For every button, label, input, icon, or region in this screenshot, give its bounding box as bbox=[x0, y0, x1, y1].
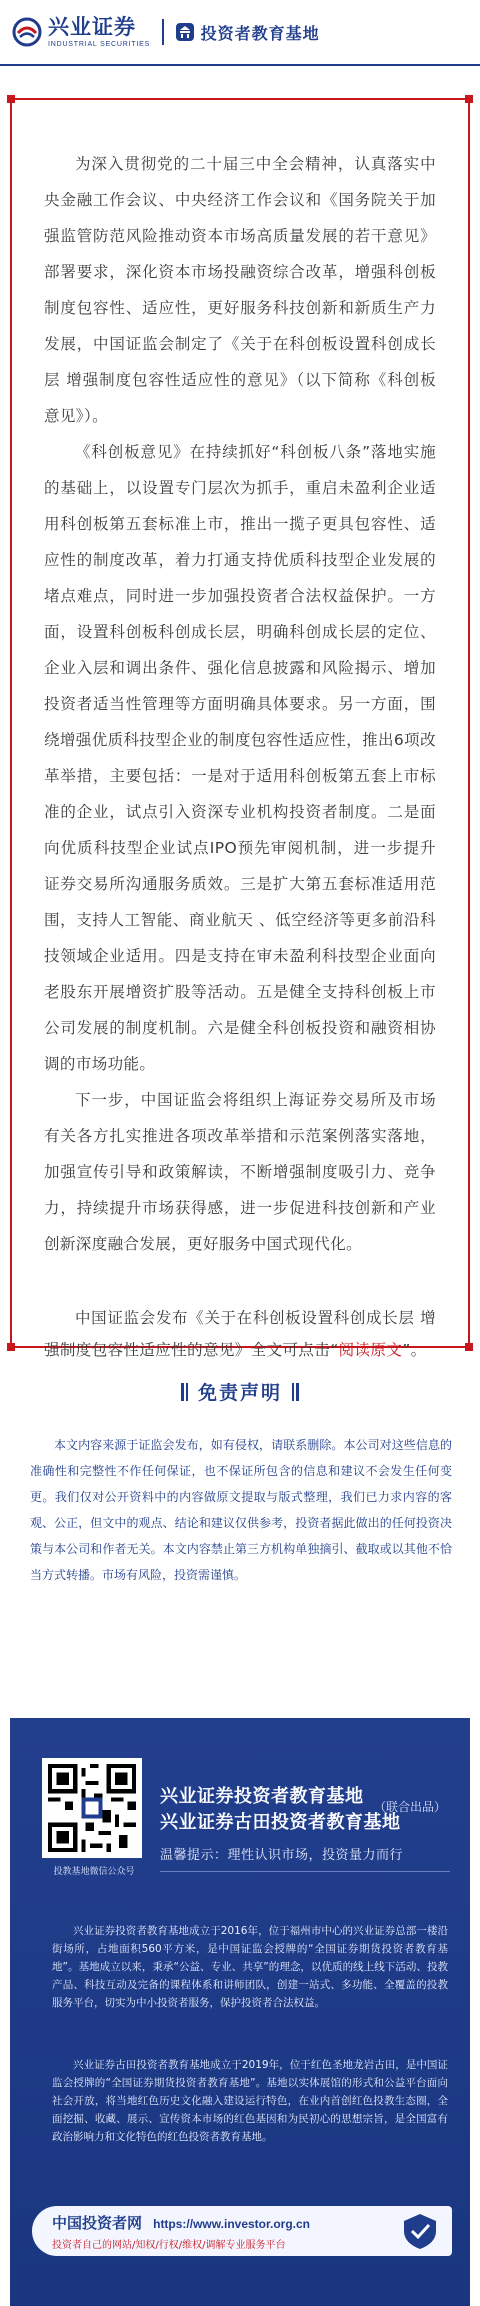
portal-tagline: 投资者自己的网站/知权/行权/维权/调解专业服务平台 bbox=[52, 2239, 286, 2251]
investor-education-icon bbox=[174, 21, 196, 43]
frame-corner-ornament bbox=[465, 95, 473, 103]
frame-corner-ornament bbox=[7, 95, 15, 103]
note-text: 中国证监会发布《关于在科创板设置科创成长层 增强制度包容性适应性的意见》全文可点击“ bbox=[44, 1309, 436, 1359]
page-header bbox=[0, 0, 480, 66]
edu-base-label: 投资者教育基地 bbox=[200, 23, 320, 43]
brand bbox=[12, 14, 151, 48]
investor-portal-icon bbox=[400, 2211, 440, 2251]
investor-portal-banner[interactable] bbox=[32, 2206, 452, 2256]
note-text-end: ”。 bbox=[402, 1341, 427, 1359]
frame-corner-ornament bbox=[7, 1343, 15, 1351]
edu-base-brand bbox=[174, 21, 320, 44]
article-paragraph: 《科创板意见》在持续抓好“科创板八条”落地实施的基础上，以设置专门层次为抓手，重启未盈利企业适用科创板第五套标准上市，推出一揽子更具包容性、适应性的制度改革，着力打通支持优质科技型企业发展的堵点难点，同时进一步加强投资者合法权益保护。一方面，设置科创板科创成长层，明确科创成长层的定位、企业入层和调出条件、强化信息披露和风险揭示、增加投资者适当性管理等方面明确具体要求。另一方面，围绕增强优质科技型企业的制度包容性适应性，推出6项改革举措，主要包括：一是对于适用科创板第五套上市标准的企业，试点引入资深专业机构投资者制度。二是面向优质科技型企业试点IPO预先审阅机制，进一步提升证券交易所沟通服务质效。三是扩大第五套标准适用范围，支持人工智能、商业航天 、低空经济等更多前沿科技领域企业适用。四是支持在审未盈利科技型企业面向老股东开展增资扩股等活动。五是健全支持科创板上市公司发展的制度机制。六是健全科创板投资和融资相协调的市场功能。 bbox=[44, 443, 436, 1073]
footer-tip: 温馨提示：理性认识市场，投资量力而行 bbox=[160, 1848, 404, 1863]
heading-bar bbox=[296, 1383, 299, 1401]
qr-block bbox=[42, 1758, 146, 1877]
footer-brand-line: 兴业证券投资者教育基地 bbox=[160, 1786, 364, 1807]
brand-name: 兴业证券 bbox=[48, 14, 136, 39]
brand-text bbox=[48, 14, 151, 48]
footer-paragraph: 兴业证券投资者教育基地成立于2016年，位于福州市中心的兴业证券总部一楼沿街场所，占地面积560平方米，是中国证监会授牌的“全国证券期货投资者教育基地”。基地成立以来，秉承“公益、专业、共享”的理念，以优质的线上线下活动、投教产品、科技互动及完备的课程体系和讲师团队，创建一站式、多功能、全覆盖的投教服务平台，切实为中小投资者服务，保护投资者合法权益。 bbox=[52, 1925, 448, 2009]
qr-caption: 投教基地微信公众号 bbox=[53, 1867, 135, 1877]
read-original-link[interactable]: 阅读原文 bbox=[338, 1341, 403, 1359]
footer-divider bbox=[160, 1871, 450, 1872]
article-paragraph: 下一步，中国证监会将组织上海证券交易所及市场有关各方扎实推进各项改革举措和示范案例落实落地，加强宣传引导和政策解读，不断增强制度吸引力、竞争力，持续提升市场获得感，进一步促进科技创新和产业创新深度融合发展，更好服务中国式现代化。 bbox=[44, 1091, 436, 1253]
portal-url[interactable]: https://www.investor.org.cn bbox=[153, 2216, 311, 2231]
header-divider bbox=[162, 19, 164, 45]
heading-bar bbox=[292, 1383, 295, 1401]
heading-bar bbox=[181, 1383, 184, 1401]
frame-corner-ornament bbox=[465, 1343, 473, 1351]
qr-code-icon bbox=[48, 1764, 136, 1852]
joint-production-label: （联合出品） bbox=[373, 1800, 446, 1814]
portal-text bbox=[52, 2212, 400, 2251]
footer-paragraph: 兴业证券古田投资者教育基地成立于2019年，位于红色圣地龙岩古田，是中国证监会授牌的“全国证券期货投资者教育基地”。基地以实体展馆的形式和公益平台面向社会开放，将当地红色历史文化融入建设运行特色，在业内首创红色投教生态圈，全面挖掘、收藏、展示、宣传资本市场的红色基因和为民初心的思想宗旨，是全国富有政治影响力和文化特色的红色投资者教育基地。 bbox=[52, 2059, 448, 2143]
qr-code[interactable] bbox=[42, 1758, 142, 1858]
disclaimer-text: 本文内容来源于证监会发布，如有侵权，请联系删除。本公司对这些信息的准确性和完整性不作任何保证，也不保证所包含的信息和建议不会发生任何变更。我们仅对公开资料中的内容做原文提取与版式整理，我们已力求内容的客观、公正，但文中的观点、结论和建议仅供参考，投资者据此做出的任何投资决策与本公司和作者无关。本文内容禁止第三方机构单独摘引、截取或以其他不恰当方式转播。市场有风险，投资需谨慎。 bbox=[30, 1438, 452, 1582]
article-paragraph: 为深入贯彻党的二十届三中全会精神，认真落实中央金融工作会议、中央经济工作会议和《国务院关于加强监管防范风险推动资本市场高质量发展的若干意见》部署要求，深化资本市场投融资综合改革，增强科创板制度包容性、适应性，更好服务科技创新和新质生产力发展，中国证监会制定了《关于在科创板设置科创成长层 增强制度包容性适应性的意见》（以下简称《科创板意见》）。 bbox=[44, 155, 436, 425]
footer-brand bbox=[160, 1784, 460, 1872]
read-original-note bbox=[44, 1302, 436, 1366]
footer-brand-line: 兴业证券古田投资者教育基地 bbox=[160, 1812, 401, 1833]
article-body bbox=[44, 146, 436, 1366]
portal-name: 中国投资者网 bbox=[52, 2213, 143, 2232]
heading-bar bbox=[186, 1383, 189, 1401]
brand-name-en: INDUSTRIAL SECURITIES bbox=[48, 40, 151, 48]
industrial-securities-logo-icon bbox=[12, 17, 42, 47]
disclaimer-heading bbox=[0, 1378, 480, 1405]
footer-card bbox=[10, 1718, 470, 2306]
disclaimer-title: 免责声明 bbox=[197, 1382, 282, 1404]
